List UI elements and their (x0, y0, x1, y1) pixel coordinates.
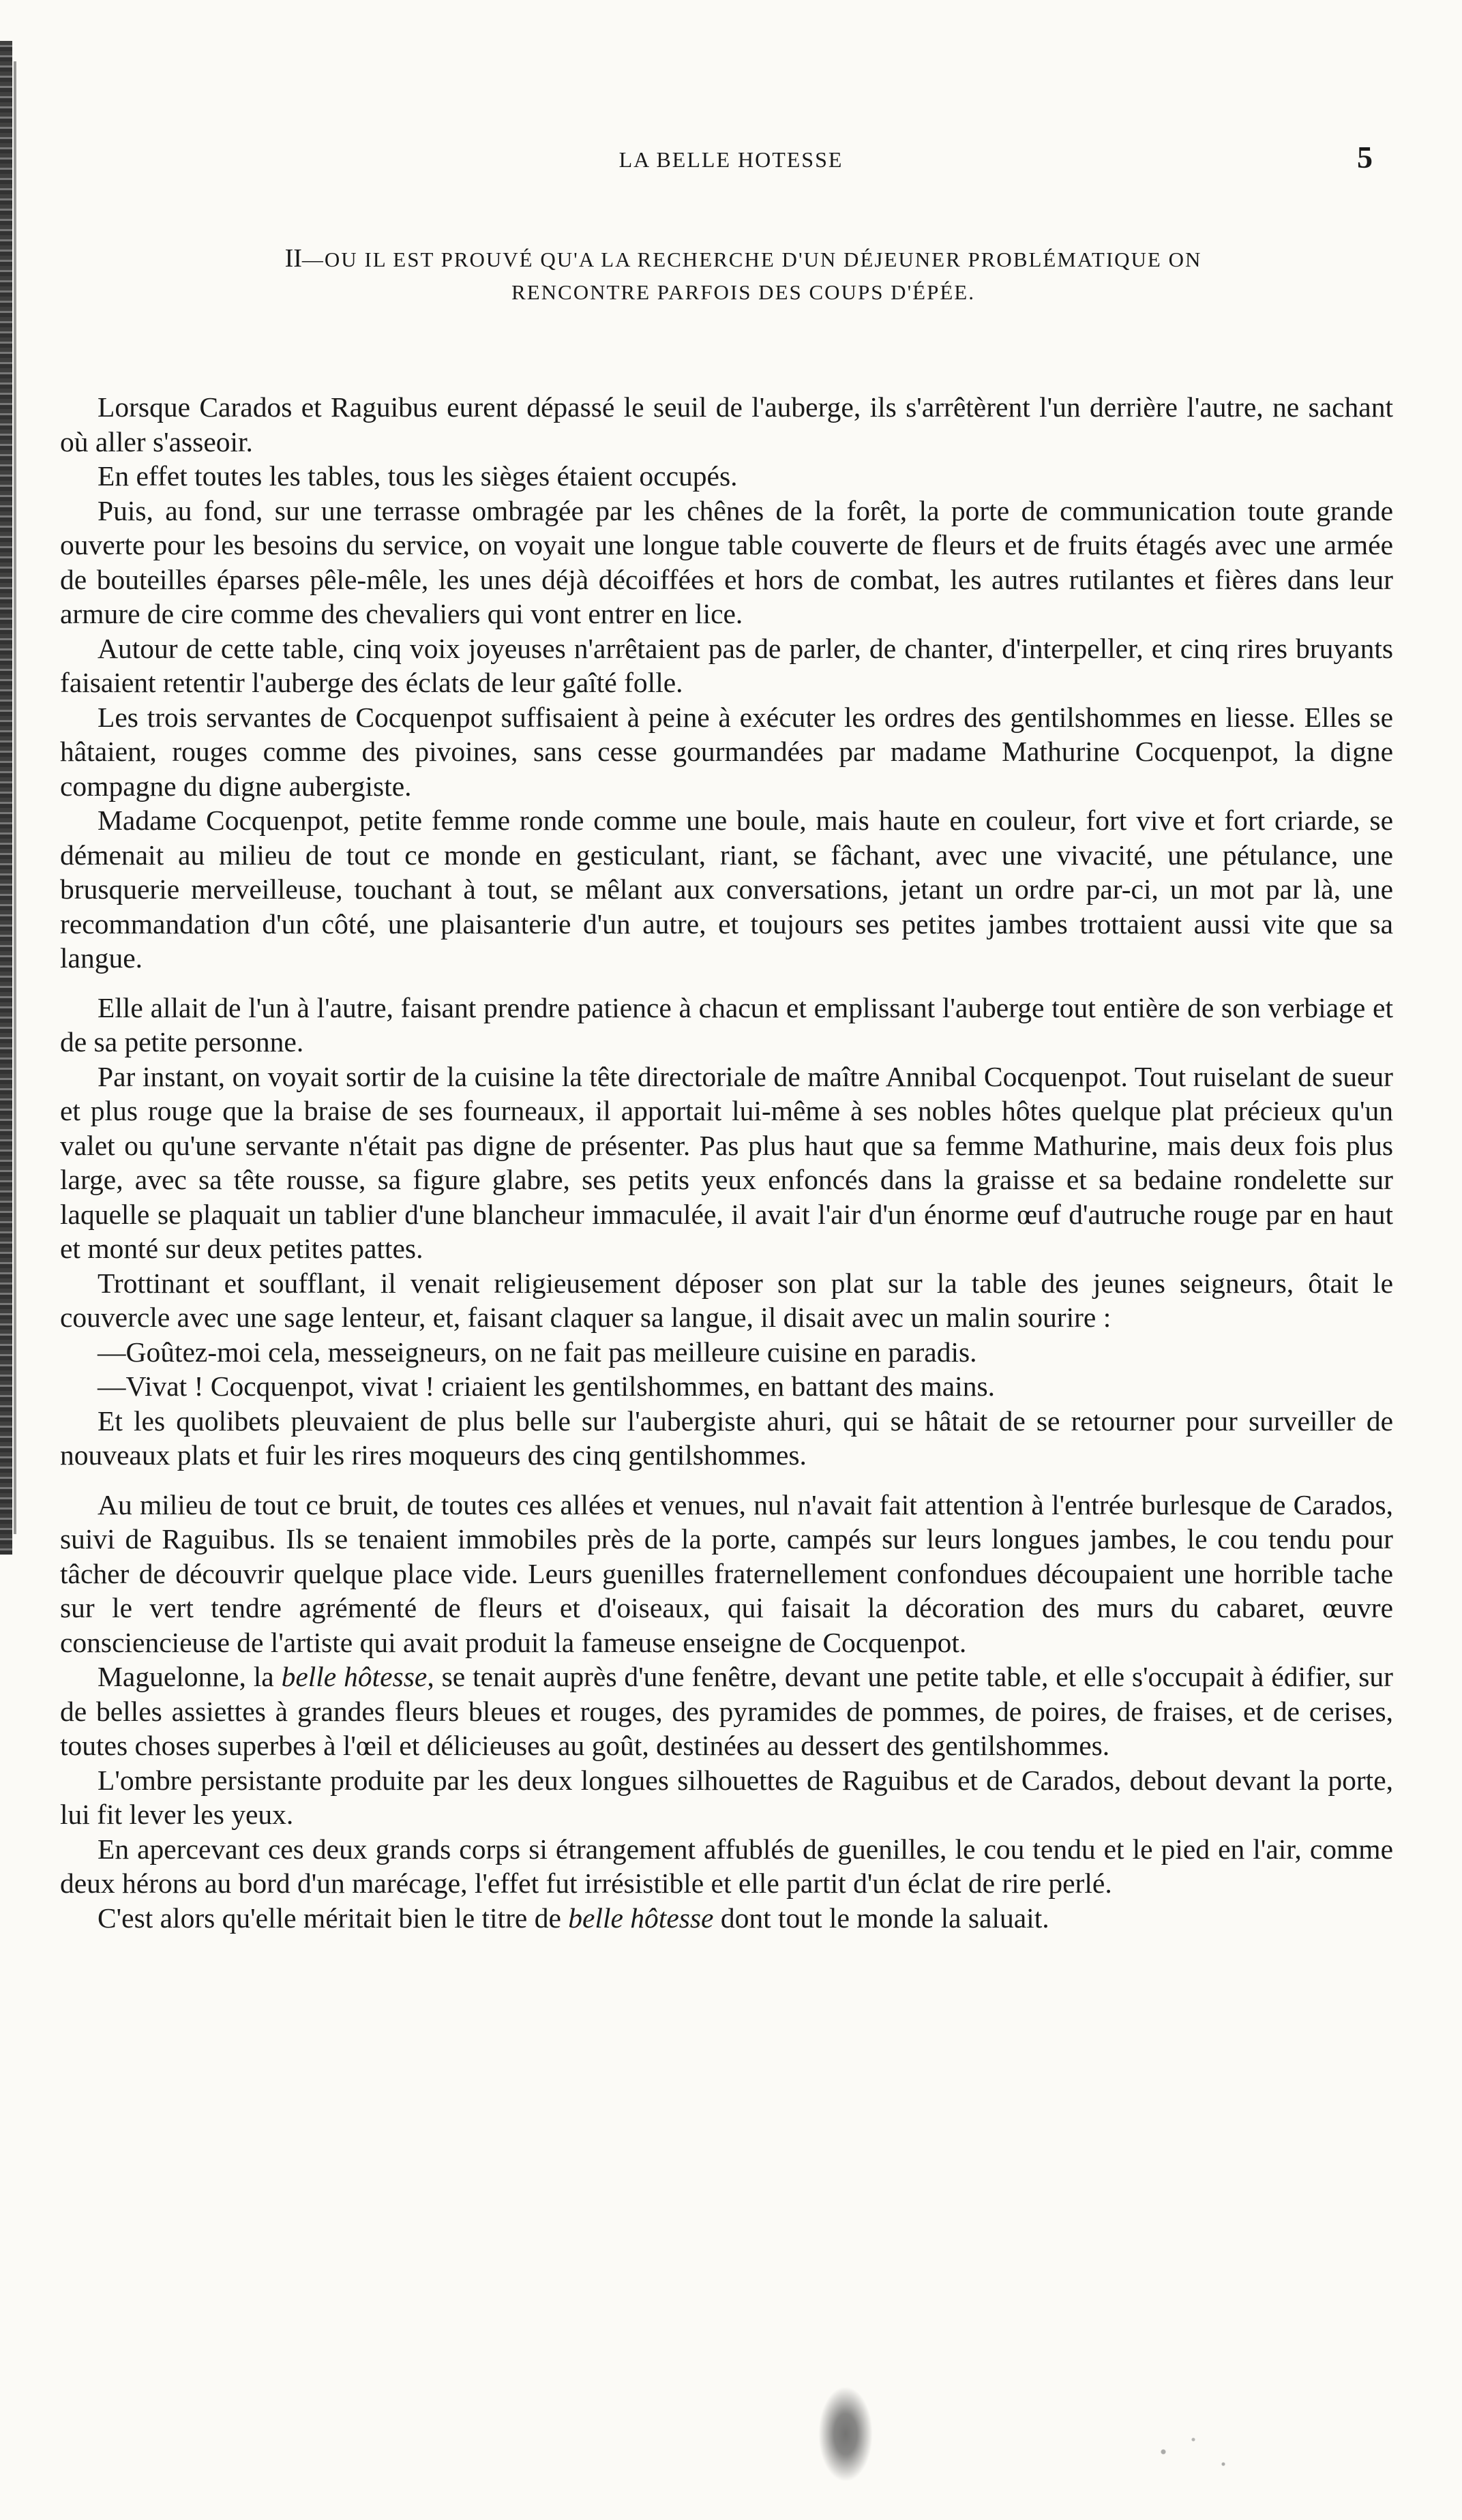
paragraph: Au milieu de tout ce bruit, de toutes ces allées et venues, nul n'avait fait attention à l'entrée burlesque de Carados, suivi de Raguibus. Ils se tenaient immobiles près de la porte, campés sur leurs longues jambes, le cou tendu pour tâcher de découvrir quelque place vide. Leurs guenilles fraternellement confondues découpaient une horrible tache sur le vert tendre agrémenté de fleurs et d'oiseaux, qui faisait la décoration des murs du cabaret, œuvre consciencieuse de l'artiste qui avait produit la fameuse enseigne de Cocquenpot. (60, 1488, 1393, 1658)
paragraph: Lorsque Carados et Raguibus eurent dépassé le seuil de l'auberge, ils s'arrêtèrent l'un derrière l'autre, ne sachant où aller s'asseoir. (60, 391, 1393, 457)
body-text (60, 390, 1393, 1935)
paragraph: Puis, au fond, sur une terrasse ombragée par les chênes de la forêt, la porte de communication toute grande ouverte pour les besoins du service, on voyait une longue table couverte de fleurs et de fruits étagés avec une armée de bouteilles éparses pêle-mêle, les unes déjà décoiffées et hors de combat, les autres rutilantes et fières dans leur armure de cire comme des chevaliers qui vont entrer en lice. (60, 494, 1393, 629)
running-head (0, 140, 1462, 179)
paragraph: Elle allait de l'un à l'autre, faisant prendre patience à chacun et emplissant l'auberge tout entière de son verbiage et de sa petite personne. (60, 991, 1393, 1058)
page-binding-edge (0, 41, 12, 1555)
chapter-heading (102, 242, 1384, 309)
dialogue-line: —Goûtez-moi cela, messeigneurs, on ne fait pas meilleure cuisine en paradis. (98, 1336, 977, 1368)
paragraph: L'ombre persistante produite par les deux longues silhouettes de Raguibus et de Carados, debout devant la porte, lui fit lever les yeux. (60, 1764, 1393, 1830)
chapter-title-part-1: —OU IL EST PROUVÉ QU'A LA RECHERCHE D'UN DÉJEUNER PROBLÉMATIQUE ON (301, 247, 1202, 271)
page-number: 5 (1357, 140, 1373, 175)
paragraph: Autour de cette table, cinq voix joyeuses n'arrêtaient pas de parler, de chanter, d'interpeller, et cinq rires bruyants faisaient retentir l'auberge des éclats de leur gaîté folle. (60, 632, 1393, 698)
page-binding-shadow (14, 61, 16, 1534)
ink-smudge (818, 2386, 873, 2482)
dialogue-line: —Vivat ! Cocquenpot, vivat ! criaient les gentilshommes, en battant des mains. (98, 1370, 995, 1402)
paragraph: En effet toutes les tables, tous les sièges étaient occupés. (98, 460, 738, 492)
paragraph: Maguelonne, la belle hôtesse, se tenait auprès d'une fenêtre, devant une petite table, et elle s'occupait à édifier, sur de belles assiettes à grandes fleurs bleues et rouges, des pyramides de pommes, de poires, de fraises, et de cerises, toutes choses superbes à l'œil et délicieuses au goût, destinées au dessert des gentilshommes. (60, 1661, 1393, 1761)
running-title: LA BELLE HOTESSE (618, 147, 844, 172)
paragraph: En apercevant ces deux grands corps si étrangement affublés de guenilles, le cou tendu et le pied en l'air, comme deux hérons au bord d'un marécage, l'effet fut irrésistible et elle partit d'un éclat de rire perlé. (60, 1833, 1393, 1899)
paragraph: Madame Cocquenpot, petite femme ronde comme une boule, mais haute en couleur, fort vive et fort criarde, se démenait au milieu de tout ce monde en gesticulant, riant, se fâchant, avec une vivacité, une pétulance, une brusquerie merveilleuse, touchant à tout, se mêlant aux conversations, jetant un ordre par-ci, un mot par là, une recommandation d'un côté, une plaisanterie d'un autre, et toujours ses petites jambes trottaient aussi vite que sa langue. (60, 805, 1393, 974)
ink-speckles (1118, 2427, 1268, 2489)
paragraph: Par instant, on voyait sortir de la cuisine la tête directoriale de maître Annibal Cocquenpot. Tout ruiselant de sueur et plus rouge que la braise de ses fourneaux, il apportait lui-même à ses nobles hôtes quelque plat précieux qu'un valet ou qu'une servante n'était pas digne de présenter. Pas plus haut que sa femme Mathurine, mais deux fois plus large, avec sa tête rousse, sa figure glabre, ses petits yeux enfoncés dans la graisse et sa bedaine rondelette sur laquelle se plaquait un tablier d'une blancheur immaculée, il avait l'air d'un énorme œuf d'autruche rouge par en haut et monté sur deux petites pattes. (60, 1060, 1393, 1264)
chapter-heading-line-1 (102, 242, 1384, 276)
paragraph: Trottinant et soufflant, il venait religieusement déposer son plat sur la table des jeunes seigneurs, ôtait le couvercle avec une sage lenteur, et, faisant claquer sa langue, il disait avec un malin sourire : (60, 1267, 1393, 1333)
paragraph: Et les quolibets pleuvaient de plus belle sur l'aubergiste ahuri, qui se hâtait de se retourner pour surveiller de nouveaux plats et fuir les rires moqueurs des cinq gentilshommes. (60, 1405, 1393, 1471)
chapter-number: II (284, 244, 302, 273)
chapter-heading-line-2: RENCONTRE PARFOIS DES COUPS D'ÉPÉE. (511, 280, 975, 304)
paragraph: C'est alors qu'elle méritait bien le titre de belle hôtesse dont tout le monde la saluait. (98, 1902, 1049, 1934)
paragraph: Les trois servantes de Cocquenpot suffisaient à peine à exécuter les ordres des gentilshommes en liesse. Elles se hâtaient, rouges comme des pivoines, sans cesse gourmandées par madame Mathurine Cocquenpot, la digne compagne du digne aubergiste. (60, 701, 1393, 802)
